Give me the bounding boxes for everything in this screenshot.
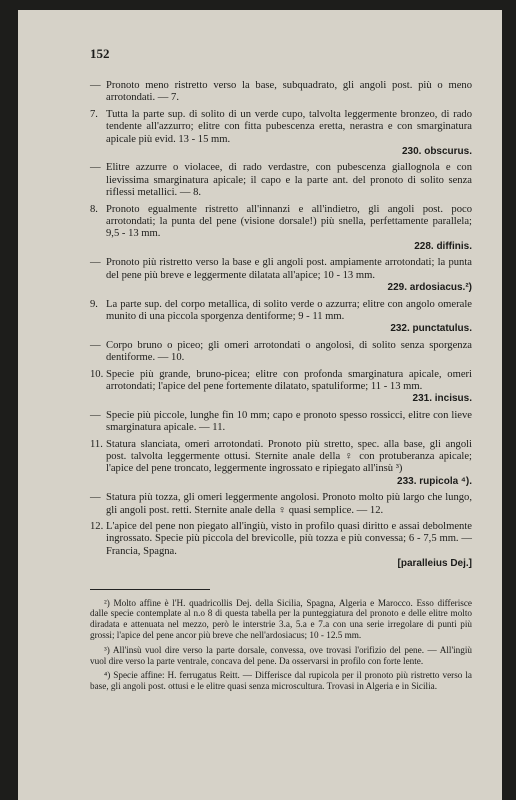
species-name: 229. ardosiacus.²) — [387, 282, 472, 294]
entry-marker: 9. — [90, 298, 98, 310]
entry-text: Pronoto egualmente ristretto all'innanzi e all'indietro, gli angoli post. poco arrotondati; la punta del pene (visione dorsale!) più snella, perfettamente parallela; 9,5 - 13 mm. — [106, 203, 472, 240]
entry-text: Corpo bruno o piceo; gli omeri arrotondati o angolosi, di solito senza sporgenza dentiforme. — 10. — [106, 339, 472, 364]
entry-text: Specie più piccole, lunghe fin 10 mm; capo e pronoto spesso rossicci, elitre con lieve smarginatura apicale. — 11. — [106, 409, 472, 434]
page-number: 152 — [90, 46, 110, 61]
entry-text: Pronoto più ristretto verso la base e gli angoli post. ampiamente arrotondati; la punta del pene più breve e leggermente dilatata all'apice; 10 - 13 mm. — [106, 257, 472, 281]
key-entry — [90, 109, 472, 159]
entry-marker: 12. — [90, 521, 104, 532]
footnotes — [90, 598, 472, 692]
key-entry — [90, 340, 472, 365]
entry-text: Pronoto meno ristretto verso la base, subquadrato, gli angoli post. più o meno arrotondati. — 7. — [106, 80, 472, 104]
entry-marker: — — [90, 162, 101, 174]
entry-marker: — — [90, 339, 101, 351]
entry-text: Statura slanciata, omeri arrotondati. Pronoto più stretto, spec. alla base, gli angoli post. talvolta leggermente ottusi. Sternite anale della ♀ con protuberanza apicale; l'apice del pene troncato, leggermente ingrossato e ripiegato all'insù ³) — [106, 438, 472, 475]
species-name: 231. incisus. — [412, 393, 472, 405]
key-entry — [90, 299, 472, 336]
species-name: 232. punctatulus. — [390, 323, 472, 335]
species-name: 228. diffinis. — [414, 240, 472, 252]
key-entry — [90, 204, 472, 254]
key-entries — [90, 80, 472, 571]
entry-text: Elitre azzurre o violacee, di rado verdastre, con pubescenza giallognola e con lievissima smarginatura apicale; il capo e la parte ant. del pronoto di solito senza riflessi metallici. — 8. — [106, 162, 472, 199]
key-entry — [90, 162, 472, 199]
entry-marker: 10. — [90, 368, 104, 380]
entry-text: L'apice del pene non piegato all'ingiù, visto in profilo quasi diritto e assai debolmente ingrossato. Specie più piccola del brevicolle, più tozza e più convessa; 6 - 7,5 mm. — Francia, Spagna. — [106, 521, 472, 557]
book-page — [18, 10, 502, 800]
key-entry — [90, 410, 472, 435]
species-name: 233. rupicola ⁴). — [397, 475, 472, 487]
entry-text: Statura più tozza, gli omeri leggermente angolosi. Pronoto molto più largo che lungo, gli angoli post. retti. Sternite anale della ♀ quasi semplice. — 12. — [106, 492, 472, 516]
footnote: ³) All'insù vuol dire verso la parte dorsale, convessa, ove trovasi l'orifizio del pene. — All'ingiù vuol dire verso la parte ventrale, concava del pene. Da osservarsi in profilo con forte lente. — [90, 644, 472, 666]
footnote: ⁴) Specie affine: H. ferrugatus Reitt. — Differisce dal rupicola per il pronoto più ristretto verso la base, gli angoli post. ottusi e le elitre quasi senza microscultura. Trovasi in Algeria e in Sicilia. — [90, 670, 472, 692]
entry-marker: 11. — [90, 438, 103, 450]
footnote-divider — [90, 589, 210, 590]
entry-marker: 7. — [90, 108, 98, 120]
key-entry — [90, 80, 472, 105]
key-entry — [90, 439, 472, 489]
species-name: 230. obscurus. — [401, 146, 472, 158]
key-entry — [90, 257, 472, 294]
entry-marker: — — [90, 492, 101, 504]
entry-text: Tutta la parte sup. di solito di un verde cupo, talvolta leggermente bronzeo, di rado tendente all'azzurro; elitre con fitta pubescenza eretta, nerastra e con smarginatura apicale più evid. 13 - 15 mm. — [106, 108, 472, 145]
footnote: ²) Molto affine è l'H. quadricollis Dej. della Sicilia, Spagna, Algeria e Marocco. Esso differisce dalle specie contemplate al n.o 8 di questa tabella per la punteggiatura del pronoto e delle elitre molto diradata e attenuata nel mezzo, però le interstrie 3.a, 5.a e 7.a con una serie irregolare di punti più grossi; l'apice del pene ancor più breve che nell'ardosiacus; 10 - 12.5 mm. — [90, 597, 472, 641]
entry-marker: — — [90, 80, 101, 91]
key-entry — [90, 492, 472, 517]
key-entry — [90, 521, 472, 571]
species-name: [paralleius Dej.] — [397, 558, 472, 570]
entry-text: La parte sup. del corpo metallica, di solito verde o azzurra; elitre con angolo omerale munito di una piccola sporgenza dentiforme; 9 - 11 mm. — [106, 298, 472, 322]
key-entry — [90, 369, 472, 406]
entry-text: Specie più grande, bruno-picea; elitre con profonda smarginatura apicale, omeri arrotondati; l'apice del pene fortemente dilatato, spatuliforme; 11 - 13 mm. — [106, 368, 472, 392]
entry-marker: — — [90, 409, 101, 421]
entry-marker: — — [90, 257, 101, 269]
entry-marker: 8. — [90, 203, 98, 215]
